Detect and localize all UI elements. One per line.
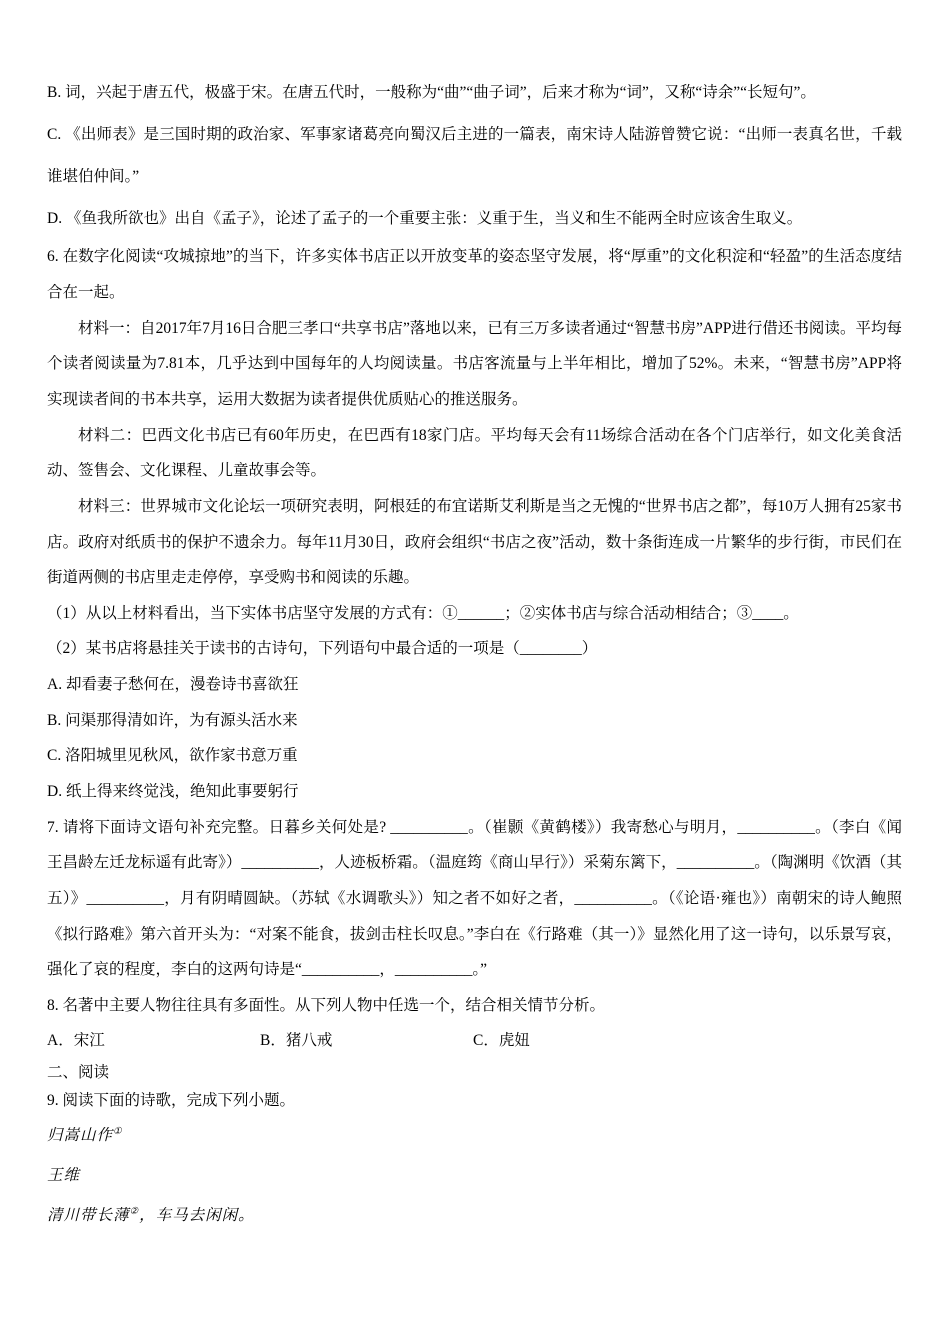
footnote-marker: ① <box>113 1125 123 1137</box>
footnote-marker: ② <box>129 1206 140 1218</box>
question-6-sub2: （2）某书店将悬挂关于读书的古诗句，下列语句中最合适的一项是（________） <box>47 640 598 658</box>
question-6: 6. 在数字化阅读“攻城掠地”的当下，许多实体书店正以开放变革的姿态坚守发展，将“厚重”的文化积淀和“轻盈”的生活态度结合在一起。 <box>47 248 902 302</box>
poem-title <box>47 1115 902 1155</box>
text-run: 归嵩山作 <box>47 1125 114 1144</box>
choice-option: C．虎妞 <box>473 1032 530 1050</box>
choice-option: B．猪八戒 <box>260 1032 333 1050</box>
document-body <box>47 72 902 1236</box>
question-7: 7. 请将下面诗文语句补充完整。日暮乡关何处是? __________。（崔颢《黄鹤楼》）我寄愁心与明月，__________。（李白《闻王昌龄左迁龙标遥有此寄》）__________，人迹板桥霜。（温庭筠《商山早行》）采菊东篱下，__________。（陶渊明《饮酒（其五）》__________，月有阴晴圆缺。（苏轼《水调歌头》）知之者不如好之者，__________。（《论语·雍也》）南朝宋的诗人鲍照《拟行路难》第六首开头为：“对案不能食，拔剑击柱长叹息。”李白在《行路难（其一）》显然化用了这一诗句，以乐景写哀，强化了哀的程度，李白的这两句诗是“__________，__________。” <box>47 818 902 979</box>
poem-line-1 <box>47 1195 902 1235</box>
material-1: 材料一：自2017年7月16日合肥三孝口“共享书店”落地以来，已有三万多读者通过“智慧书房”APP进行借还书阅读。平均每个读者阅读量为7.81本，几乎达到中国每年的人均阅读量。书店客流量与上半年相比，增加了52%。未来，“智慧书房”APP将实现读者间的书本共享，运用大数据为读者提供优质贴心的推送服务。 <box>47 319 902 408</box>
question-8: 8. 名著中主要人物往往具有多面性。从下列人物中任选一个，结合相关情节分析。 <box>47 996 606 1014</box>
choice-option: A．宋江 <box>47 1032 105 1050</box>
q6-choice-d: D. 纸上得来终觉浅，绝知此事要躬行 <box>47 782 299 800</box>
section-heading-reading: 二、阅读 <box>47 1064 110 1082</box>
material-2: 材料二：巴西文化书店已有60年历史，在巴西有18家门店。平均每天会有11场综合活动在各个门店举行，如文化美食活动、签售会、文化课程、儿童故事会等。 <box>47 426 902 480</box>
question-6-sub1: （1）从以上材料看出，当下实体书店坚守发展的方式有：①______；②实体书店与综合活动相结合；③____。 <box>47 604 799 622</box>
question-8-choices <box>47 1023 902 1059</box>
text-run: 清川带长薄 <box>47 1206 130 1225</box>
poem-author: 王维 <box>47 1166 81 1185</box>
option-d: D. 《鱼我所欲也》出自《孟子》，论述了孟子的一个重要主张：义重于生，当义和生不能两全时应该舍生取义。 <box>47 209 803 227</box>
q6-choice-a: A. 却看妻子愁何在，漫卷诗书喜欲狂 <box>47 676 299 694</box>
q6-choice-c: C. 洛阳城里见秋风，欲作家书意万重 <box>47 747 298 765</box>
text-run: ，车马去闲闲。 <box>139 1206 255 1225</box>
option-c: C. 《出师表》是三国时期的政治家、军事家诸葛亮向蜀汉后主进的一篇表，南宋诗人陆游曾赞它说：“出师一表真名世，千载谁堪伯仲间。” <box>47 125 902 185</box>
question-9: 9. 阅读下面的诗歌，完成下列小题。 <box>47 1092 296 1109</box>
q6-choice-b: B. 问渠那得清如许，为有源头活水来 <box>47 711 298 729</box>
option-b: B. 词，兴起于唐五代，极盛于宋。在唐五代时，一般称为“曲”“曲子词”，后来才称为“词”，又称“诗余”“长短句”。 <box>47 84 816 101</box>
material-3: 材料三：世界城市文化论坛一项研究表明，阿根廷的布宜诺斯艾利斯是当之无愧的“世界书店之都”，每10万人拥有25家书店。政府对纸质书的保护不遗余力。每年11月30日，政府会组织“书店之夜”活动，数十条街连成一片繁华的步行街，市民们在街道两侧的书店里走走停停，享受购书和阅读的乐趣。 <box>47 497 902 587</box>
